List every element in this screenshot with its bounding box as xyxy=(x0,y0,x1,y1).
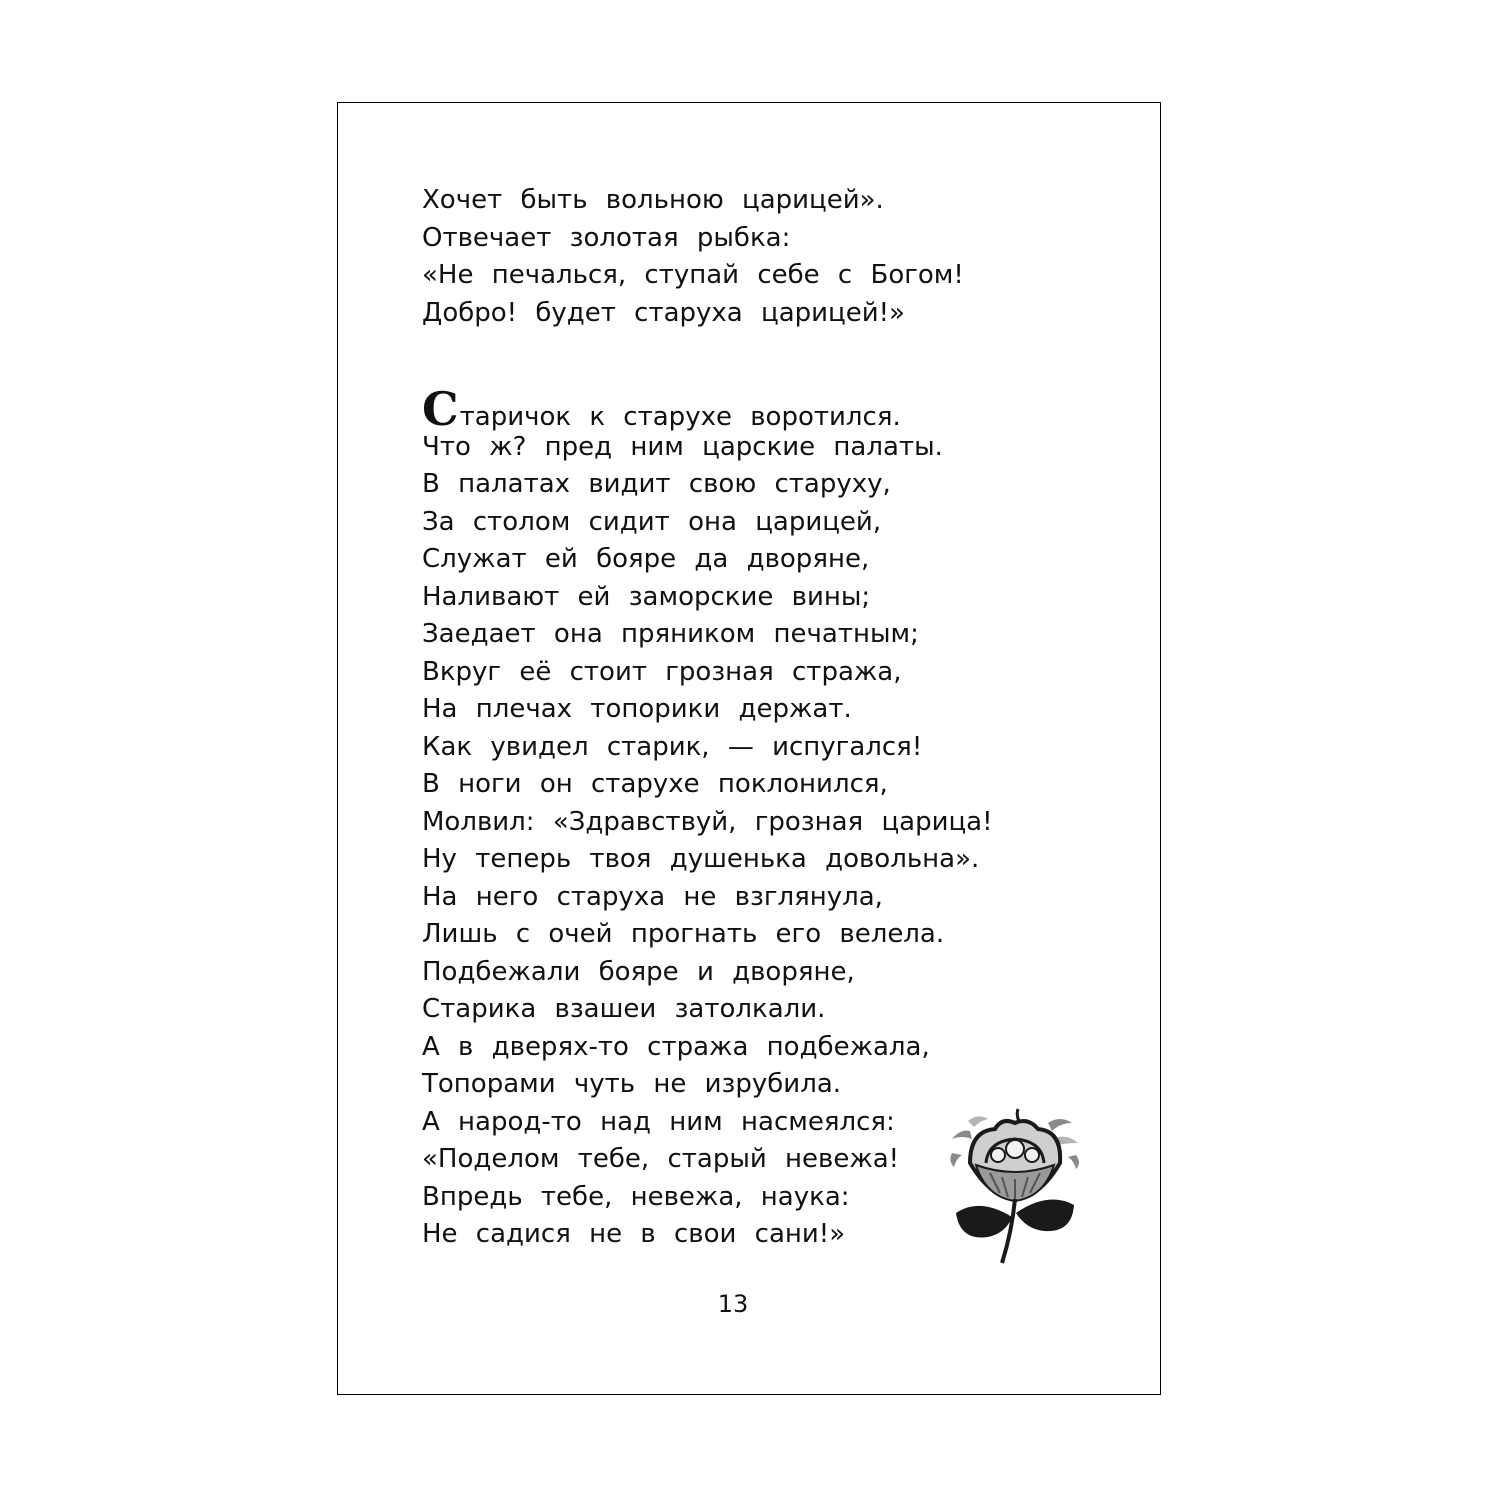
verse-line: Добро! будет старуха царицей!» xyxy=(422,297,905,328)
verse-line: А в дверях-то стража подбежала, xyxy=(422,1031,930,1062)
verse-line: Вкруг её стоит грозная стража, xyxy=(422,656,902,687)
verse-line: Заедает она пряником печатным; xyxy=(422,619,919,649)
verse-line: Отвечает золотая рыбка: xyxy=(422,222,791,253)
verse-line: Старика взашеи затолкали. xyxy=(422,994,826,1024)
drop-cap: С xyxy=(422,382,459,436)
verse-line: В палатах видит свою старуху, xyxy=(422,469,891,499)
first-line-rest: таричок к старухе воротился. xyxy=(459,402,901,432)
verse-line: Хочет быть вольною царицей». xyxy=(422,185,884,215)
page-number: 13 xyxy=(717,1290,749,1318)
verse-line: «Не печалься, ступай себе с Богом! xyxy=(422,260,964,290)
verse-line: Что ж? пред ним царские палаты. xyxy=(422,431,943,462)
verse-line: Впредь тебе, невежа, наука: xyxy=(422,1181,850,1212)
verse-line: Наливают ей заморские вины; xyxy=(422,581,871,612)
book-page xyxy=(337,102,1161,1395)
verse-line: За столом сидит она царицей, xyxy=(422,506,882,537)
stanza-2 xyxy=(422,382,993,1254)
verse-line: Молвил: «Здравствуй, грозная царица! xyxy=(422,806,993,837)
verse-line: Лишь с очей прогнать его велела. xyxy=(422,919,945,949)
verse-line: Не садися не в свои сани!» xyxy=(422,1219,846,1249)
verse-line: На него старуха не взглянула, xyxy=(422,881,883,912)
stanza-1 xyxy=(422,182,964,332)
verse-line: Подбежали бояре и дворяне, xyxy=(422,956,855,987)
verse-line: Топорами чуть не изрубила. xyxy=(422,1069,842,1099)
folk-flower-icon xyxy=(940,1101,1090,1265)
verse-line: Служат ей бояре да дворяне, xyxy=(422,544,870,574)
verse-line: На плечах топорики держат. xyxy=(422,694,852,724)
verse-line: «Поделом тебе, старый невежа! xyxy=(422,1144,900,1174)
verse-line-first xyxy=(422,382,993,436)
verse-line: В ноги он старухе поклонился, xyxy=(422,769,888,799)
verse-line: А народ-то над ним насмеялся: xyxy=(422,1106,895,1137)
verse-line: Как увидел старик, — испугался! xyxy=(422,731,923,762)
verse-line: Ну теперь твоя душенька довольна». xyxy=(422,844,980,874)
